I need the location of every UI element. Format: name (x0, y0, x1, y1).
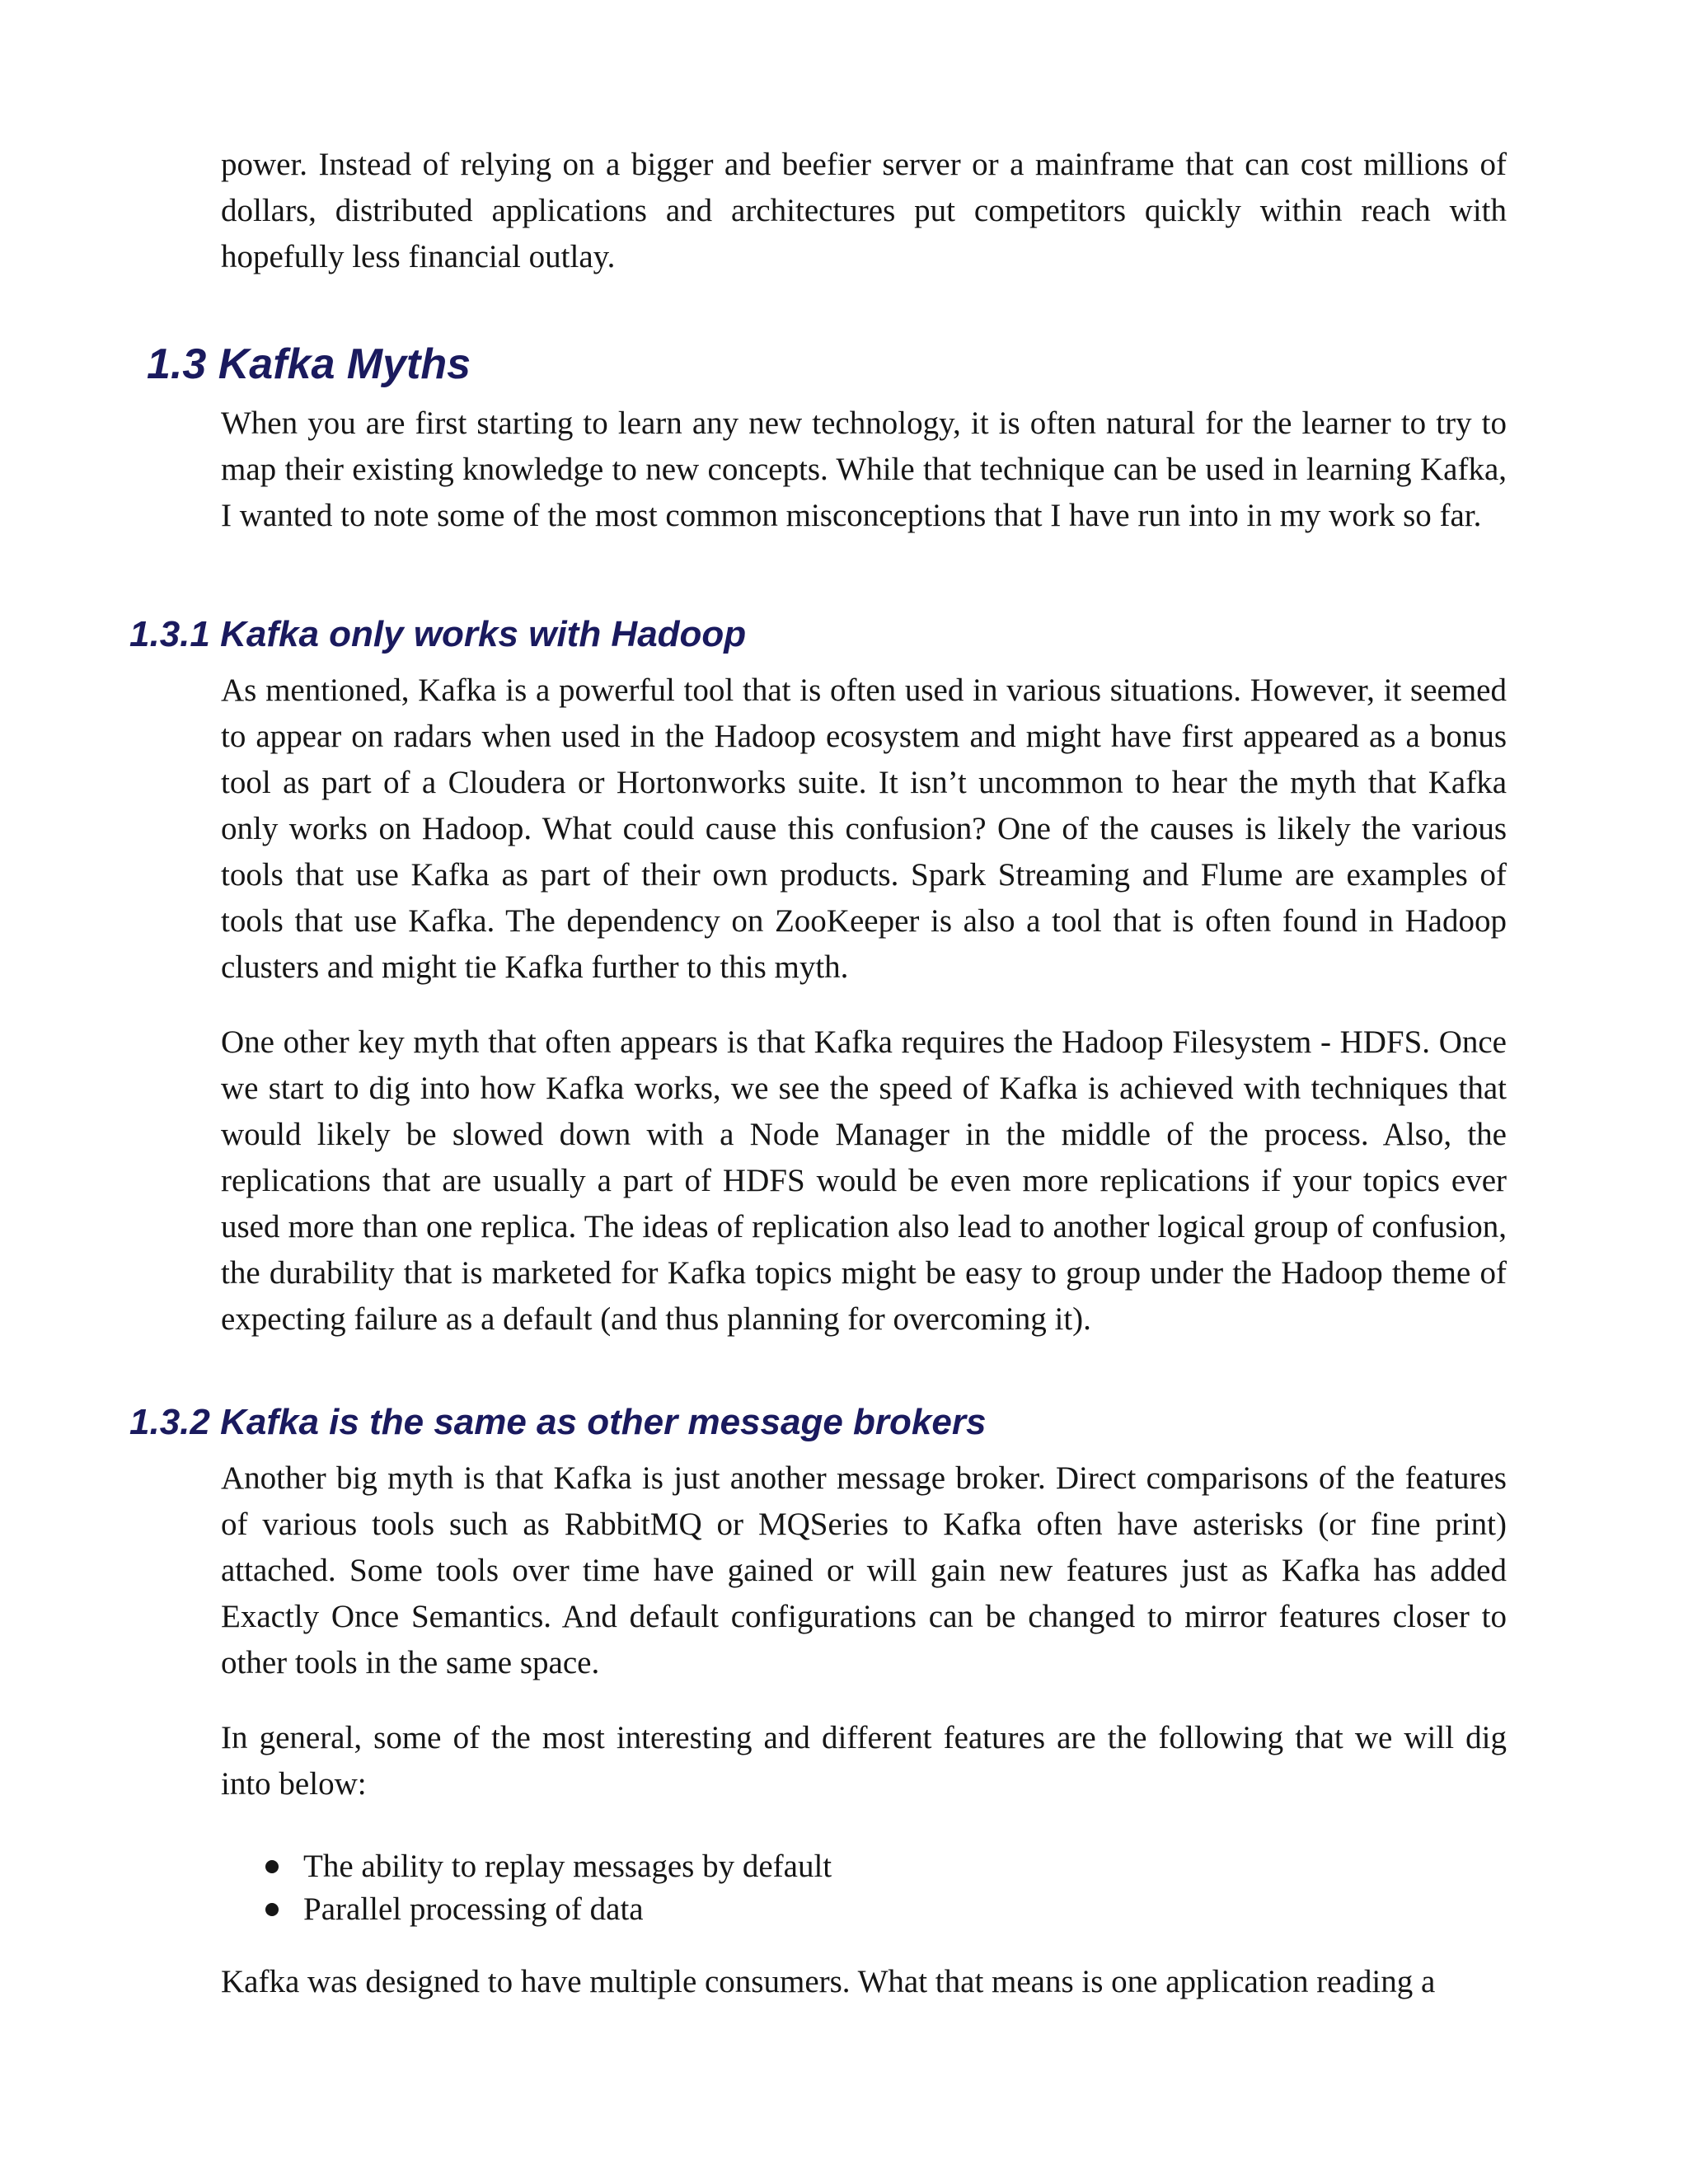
bullet-dot-icon (265, 1903, 279, 1916)
hadoop-myth-paragraph-1: As mentioned, Kafka is a powerful tool that is often used in various situations. However, it seemed to appear on radars when used in the Hadoop ecosystem and might have first appeared as a bonus tool as part of a Cloudera or Hortonworks suite. It isn’t uncommon to hear the myth that Kafka only works on Hadoop. What could cause this confusion? One of the causes is likely the various tools that use Kafka as part of their own products. Spark Streaming and Flume are examples of tools that use Kafka. The dependency on ZooKeeper is also a tool that is often found in Hadoop clusters and might tie Kafka further to this myth. (221, 673, 1507, 985)
subsection-heading-hadoop-myth: 1.3.1 Kafka only works with Hadoop (129, 614, 747, 654)
message-broker-paragraph-2: In general, some of the most interesting and different features are the following that we will dig into below: (221, 1720, 1507, 1802)
kafka-myths-paragraph: When you are first starting to learn any new technology, it is often natural for the learner to try to map their existing knowledge to new concepts. While that technique can be used in learning Kafka, I wanted to note some of the most common misconceptions that I have run into in my work so far. (221, 405, 1507, 533)
bullet-dot-icon (265, 1860, 279, 1873)
hadoop-myth-paragraph-2: One other key myth that often appears is that Kafka requires the Hadoop Filesystem - HDFS. Once we start to dig into how Kafka works, we see the speed of Kafka is achieved with techniques that would likely be slowed down with a Node Manager in the middle of the process. Also, the replications that are usually a part of HDFS would be even more replications if your topics ever used more than one replica. The ideas of replication also lead to another logical group of confusion, the durability that is marketed for Kafka topics might be easy to group under the Hadoop theme of expecting failure as a default (and thus planning for overcoming it). (221, 1024, 1507, 1337)
bullet-text: Parallel processing of data (303, 1891, 644, 1927)
message-broker-paragraph-1: Another big myth is that Kafka is just another message broker. Direct comparisons of the features of various tools such as RabbitMQ or MQSeries to Kafka often have asterisks (or fine print) attached. Some tools over time have gained or will gain new features just as Kafka has added Exactly Once Semantics. And default configurations can be changed to mirror features closer to other tools in the same space. (221, 1460, 1507, 1680)
subsection-heading-message-broker-myth: 1.3.2 Kafka is the same as other message brokers (129, 1402, 987, 1442)
closing-paragraph: Kafka was designed to have multiple consumers. What that means is one application reading a (221, 1964, 1436, 1999)
intro-paragraph: power. Instead of relying on a bigger and beefier server or a mainframe that can cost millions of dollars, distributed applications and architectures put competitors quickly within reach with hopefully less financial outlay. (221, 147, 1507, 274)
bullet-item (221, 1845, 1507, 1888)
section-heading-kafka-myths: 1.3 Kafka Myths (147, 340, 471, 388)
bullet-item (221, 1888, 1507, 1931)
feature-bullet-list (221, 1845, 1507, 1931)
bullet-text: The ability to replay messages by default (303, 1849, 832, 1884)
